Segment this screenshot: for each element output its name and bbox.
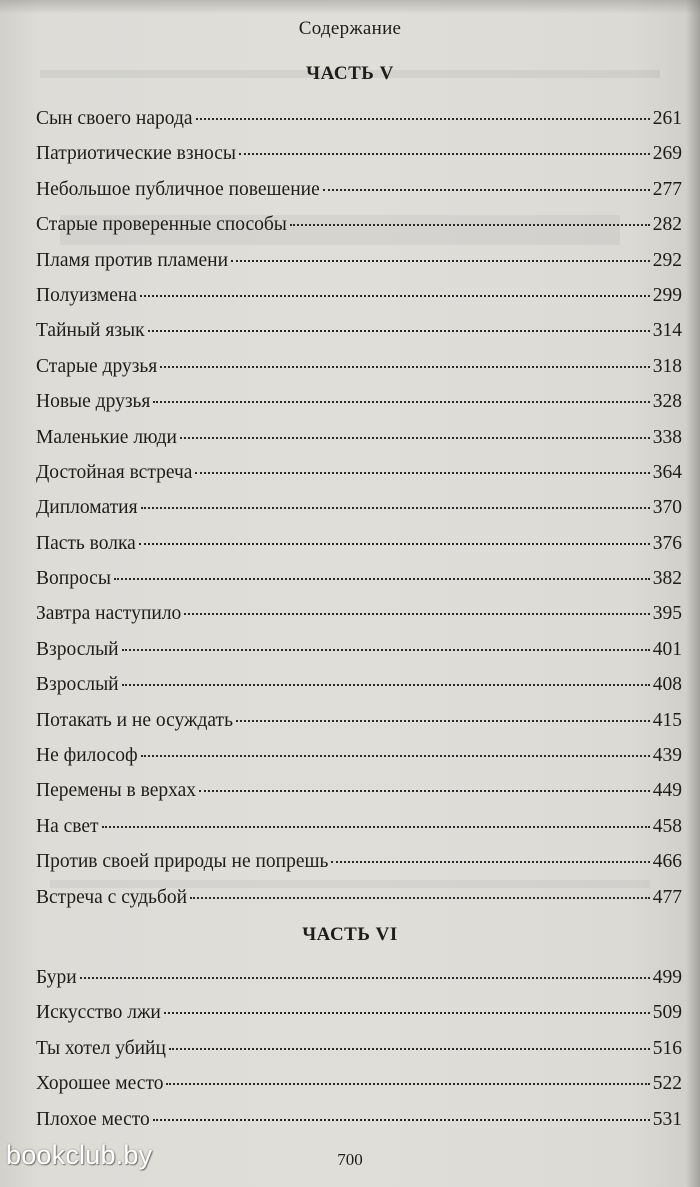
toc-entry-page: 458 <box>652 815 682 837</box>
toc-entry-title: На свет <box>36 815 99 837</box>
toc-entry-page: 499 <box>652 967 682 988</box>
toc-entry-title: Завтра наступило <box>36 603 182 625</box>
toc-entry-page: 292 <box>652 249 682 271</box>
toc-entry-page: 509 <box>652 1002 682 1024</box>
dot-leader <box>122 639 650 651</box>
toc-entry[interactable] <box>36 349 682 384</box>
dot-leader <box>122 674 650 686</box>
toc-entry[interactable] <box>36 880 682 915</box>
dot-leader <box>141 745 650 757</box>
watermark-text: bookclub.by <box>6 1140 153 1170</box>
toc-entry-title: Плохое место <box>36 1108 150 1130</box>
toc-entry-title: Не философ <box>36 745 138 767</box>
toc-entry-title: Взрослый <box>36 638 119 660</box>
toc-entry-title: Перемены в верхах <box>36 780 197 802</box>
dot-leader <box>148 320 650 332</box>
toc-entry-page: 338 <box>652 426 682 448</box>
toc-entry-page: 277 <box>652 178 682 200</box>
toc-entry-page: 328 <box>652 391 682 413</box>
toc-entry-page: 408 <box>652 674 682 696</box>
toc-entry[interactable] <box>36 667 682 702</box>
toc-entry[interactable] <box>36 1102 682 1137</box>
toc-entry[interactable] <box>36 809 682 844</box>
dot-leader <box>139 533 650 545</box>
toc-entry-title: Тайный язык <box>36 320 145 342</box>
dot-leader <box>199 780 650 792</box>
toc-entry-title: Старые друзья <box>36 355 158 377</box>
toc-entry[interactable] <box>36 596 682 631</box>
dot-leader <box>331 851 649 863</box>
dot-leader <box>196 108 650 120</box>
dot-leader <box>114 568 650 580</box>
running-head: Содержание <box>298 18 402 39</box>
dot-leader <box>164 1002 650 1014</box>
dot-leader <box>323 179 650 191</box>
toc-entry-title: Маленькие люди <box>36 426 177 448</box>
toc-entry-title: Небольшое публичное повешение <box>36 178 320 200</box>
toc-entry-page: 439 <box>652 745 682 767</box>
toc-entry[interactable] <box>36 207 682 242</box>
toc-entry-title: Полуизмена <box>36 284 138 306</box>
toc-entry-page: 314 <box>652 320 682 342</box>
dot-leader <box>153 391 649 403</box>
page-number: 700 <box>337 1150 363 1169</box>
dot-leader <box>80 967 650 979</box>
toc-entry-page: 477 <box>652 886 682 908</box>
dot-leader <box>140 285 650 297</box>
toc-entry-page: 299 <box>652 284 682 306</box>
toc-entry-page: 269 <box>652 143 682 165</box>
toc-entry-page: 318 <box>652 355 682 377</box>
toc-entry-title: Бури <box>36 967 77 988</box>
toc-entry-page: 382 <box>652 568 682 590</box>
toc-entry[interactable] <box>36 1066 682 1101</box>
toc-entry-page: 401 <box>652 638 682 660</box>
toc-entry-title: Против своей природы не попрешь <box>36 851 329 873</box>
toc-entry[interactable] <box>36 1031 682 1066</box>
part-5-title: ЧАСТЬ V <box>306 63 394 84</box>
toc-entry-title: Взрослый <box>36 674 119 696</box>
toc-entry[interactable] <box>36 773 682 808</box>
toc-entry[interactable] <box>36 632 682 667</box>
dot-leader <box>153 1109 650 1121</box>
page-top-shadow <box>0 0 700 14</box>
toc-entry-page: 522 <box>652 1073 682 1095</box>
toc-entry[interactable] <box>36 313 682 348</box>
dot-leader <box>184 603 649 615</box>
toc-entry[interactable] <box>36 995 682 1030</box>
dot-leader <box>180 427 650 439</box>
dot-leader <box>236 710 650 722</box>
toc-entry-page: 531 <box>652 1108 682 1130</box>
toc-entry-title: Достойная встреча <box>36 461 193 483</box>
toc-entry-title: Вопросы <box>36 568 111 590</box>
toc-part-5 <box>36 101 682 915</box>
dot-leader <box>195 462 649 474</box>
toc-entry-page: 395 <box>652 603 682 625</box>
toc-entry[interactable] <box>36 455 682 490</box>
toc-entry-page: 261 <box>652 108 682 129</box>
dot-leader <box>141 497 650 509</box>
toc-entry[interactable] <box>36 703 682 738</box>
toc-entry-title: Новые друзья <box>36 391 151 413</box>
dot-leader <box>231 250 650 262</box>
toc-entry-title: Потакать и не осуждать <box>36 709 233 731</box>
toc-entry[interactable] <box>36 172 682 207</box>
toc-entry-title: Пасть волка <box>36 532 136 554</box>
toc-entry-title: Ты хотел убийц <box>36 1037 166 1059</box>
toc-entry[interactable] <box>36 101 682 136</box>
toc-entry-page: 415 <box>652 709 682 731</box>
part-6-title: ЧАСТЬ VI <box>302 924 398 945</box>
toc-entry-title: Сын своего народа <box>36 108 193 129</box>
dot-leader <box>160 356 649 368</box>
toc-part-6 <box>36 960 682 1137</box>
toc-entry[interactable] <box>36 243 682 278</box>
toc-entry-page: 282 <box>652 214 682 236</box>
toc-entry[interactable] <box>36 526 682 561</box>
toc-entry-title: Дипломатия <box>36 497 138 519</box>
toc-entry[interactable] <box>36 490 682 525</box>
toc-entry[interactable] <box>36 136 682 171</box>
toc-entry-page: 364 <box>652 461 682 483</box>
toc-entry-title: Пламя против пламени <box>36 249 229 271</box>
toc-entry[interactable] <box>36 844 682 879</box>
toc-entry-page: 370 <box>652 497 682 519</box>
toc-entry-title: Старые проверенные способы <box>36 214 287 236</box>
toc-entry-title: Встреча с судьбой <box>36 886 188 908</box>
toc-entry-title: Хорошее место <box>36 1073 164 1095</box>
toc-entry-title: Патриотические взносы <box>36 143 237 165</box>
dot-leader <box>290 214 650 226</box>
dot-leader <box>169 1038 650 1050</box>
dot-leader <box>166 1073 649 1085</box>
toc-entry-page: 516 <box>652 1037 682 1059</box>
toc-entry[interactable] <box>36 960 682 995</box>
toc-entry[interactable] <box>36 420 682 455</box>
toc-entry-page: 466 <box>652 851 682 873</box>
toc-entry[interactable] <box>36 738 682 773</box>
toc-entry[interactable] <box>36 384 682 419</box>
dot-leader <box>239 143 650 155</box>
dot-leader <box>190 887 650 899</box>
page-edge-shadow <box>686 0 700 1187</box>
toc-entry-page: 376 <box>652 532 682 554</box>
toc-entry-page: 449 <box>652 780 682 802</box>
toc-entry[interactable] <box>36 278 682 313</box>
toc-entry[interactable] <box>36 561 682 596</box>
dot-leader <box>102 816 650 828</box>
toc-entry-title: Искусство лжи <box>36 1002 161 1024</box>
